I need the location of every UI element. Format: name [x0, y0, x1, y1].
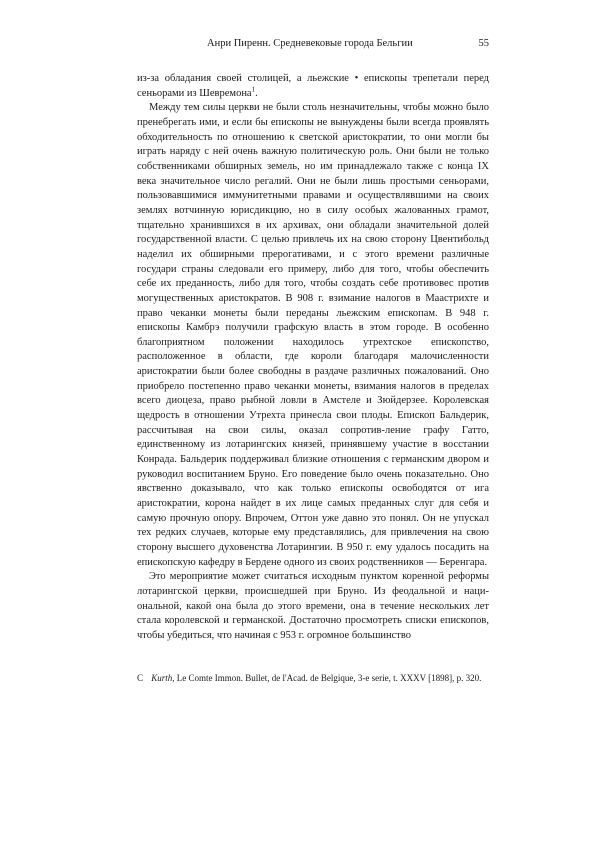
- paragraph-2: Между тем силы церкви не были столь незначительны, чтобы можно было пренебрегать ими, и если бы епископы не вынуждены были всегда проявлять обходительность по отношению к светской аристократии, то они могли бы играть наряду с ней очень важную политическую роль. Они были не только собственниками обширных земель, но им принадлежало также с конца IX века значительное число регалий. Они не были лишь простыми сеньорами, пользовавшимися иммунитетными правами и осуществлявшими на своих землях вотчинную юрисдикцию, но в силу особых жалованных грамот, тщательно хранившихся в их архивах, они обладали значительной долей государственной власти. С целью привлечь их на свою сторону Цвентибольд наделил их обширными прерогативами, и с этого времени различные государи страны следовали его примеру, либо для того, чтобы обеспечить себе их преданность, либо для того, чтобы создать себе противовес против могущественных аристократов. В 908 г. взимание налогов в Маастрихте и право чеканки монеты были переданы льежским епископам. В 948 г. епископы Камбрэ получили графскую власть в этом городе. В особенно благоприятном положении находилось утрехтское епископство, расположенное в области, где короли благодаря малочисленности аристократии были более свободны в раздаче различных пожалований. Оно приобрело постепенно право чеканки монеты, взимания налогов в пределах всего диоцеза, право рыбной ловли в Амстеле и Зюйдерзее. Королевская щедрость в отношении Утрехта принесла свои плоды. Епископ Бальдерик, рассчитывая на свои силы, оказал сопротив-ление графу Гатто, единственному из лотарингских князей, принявшему участие в восстании Конрада. Бальдерик поддерживал близкие отношения с германским двором и руководил воспитанием Бруно. Его поведение было очень показательно. Оно явственно доказывало, что как только епископы освободятся от ига аристократии, корона найдет в их лице самых преданных слуг для себя и самую прочную опору. Впрочем, Оттон уже давно это понял. Он не упускал тех редких случаев, которые ему представлялись, для привлечения на свою сторону высшего духовенства Лотарингии. В 950 г. ему удалось посадить на епископскую кафедру в Бердене одного из своих родственников — Беренгара.: [137, 102, 489, 568]
- page-number: 55: [478, 38, 489, 49]
- footnote-text: Le Comte Immon. Bullet, de l'Acad. de Belgique, 3-e serie, t. XXXV [1898], p. 320.: [176, 673, 482, 683]
- running-title: Анри Пиренн. Средневековые города Бельгии: [207, 38, 413, 49]
- footnote: [137, 672, 489, 685]
- running-header: [137, 37, 489, 51]
- paragraph-1-end: .: [255, 87, 258, 99]
- paragraph-1-text: из-за обладания своей столицей, а льежские • епископы трепетали перед сеньорами из Шевремона: [137, 73, 489, 99]
- body-text: [137, 72, 489, 644]
- paragraph-1: [137, 72, 489, 101]
- footnote-reference: 1: [251, 85, 256, 94]
- paragraph-3: Это мероприятие может считаться исходным пунктом коренной реформы лотарингской церкви, происшедшей при Бруно. Из феодальной и наци-ональной, какой она была до этого времени, она в течение нескольких лет стала королевской и германской. Достаточно просмотреть списки епископов, чтобы убедиться, что начиная с 953 г. огромное большинство: [137, 571, 489, 641]
- footnote-author: Kurth,: [151, 673, 175, 683]
- footnote-mark: C: [137, 673, 144, 683]
